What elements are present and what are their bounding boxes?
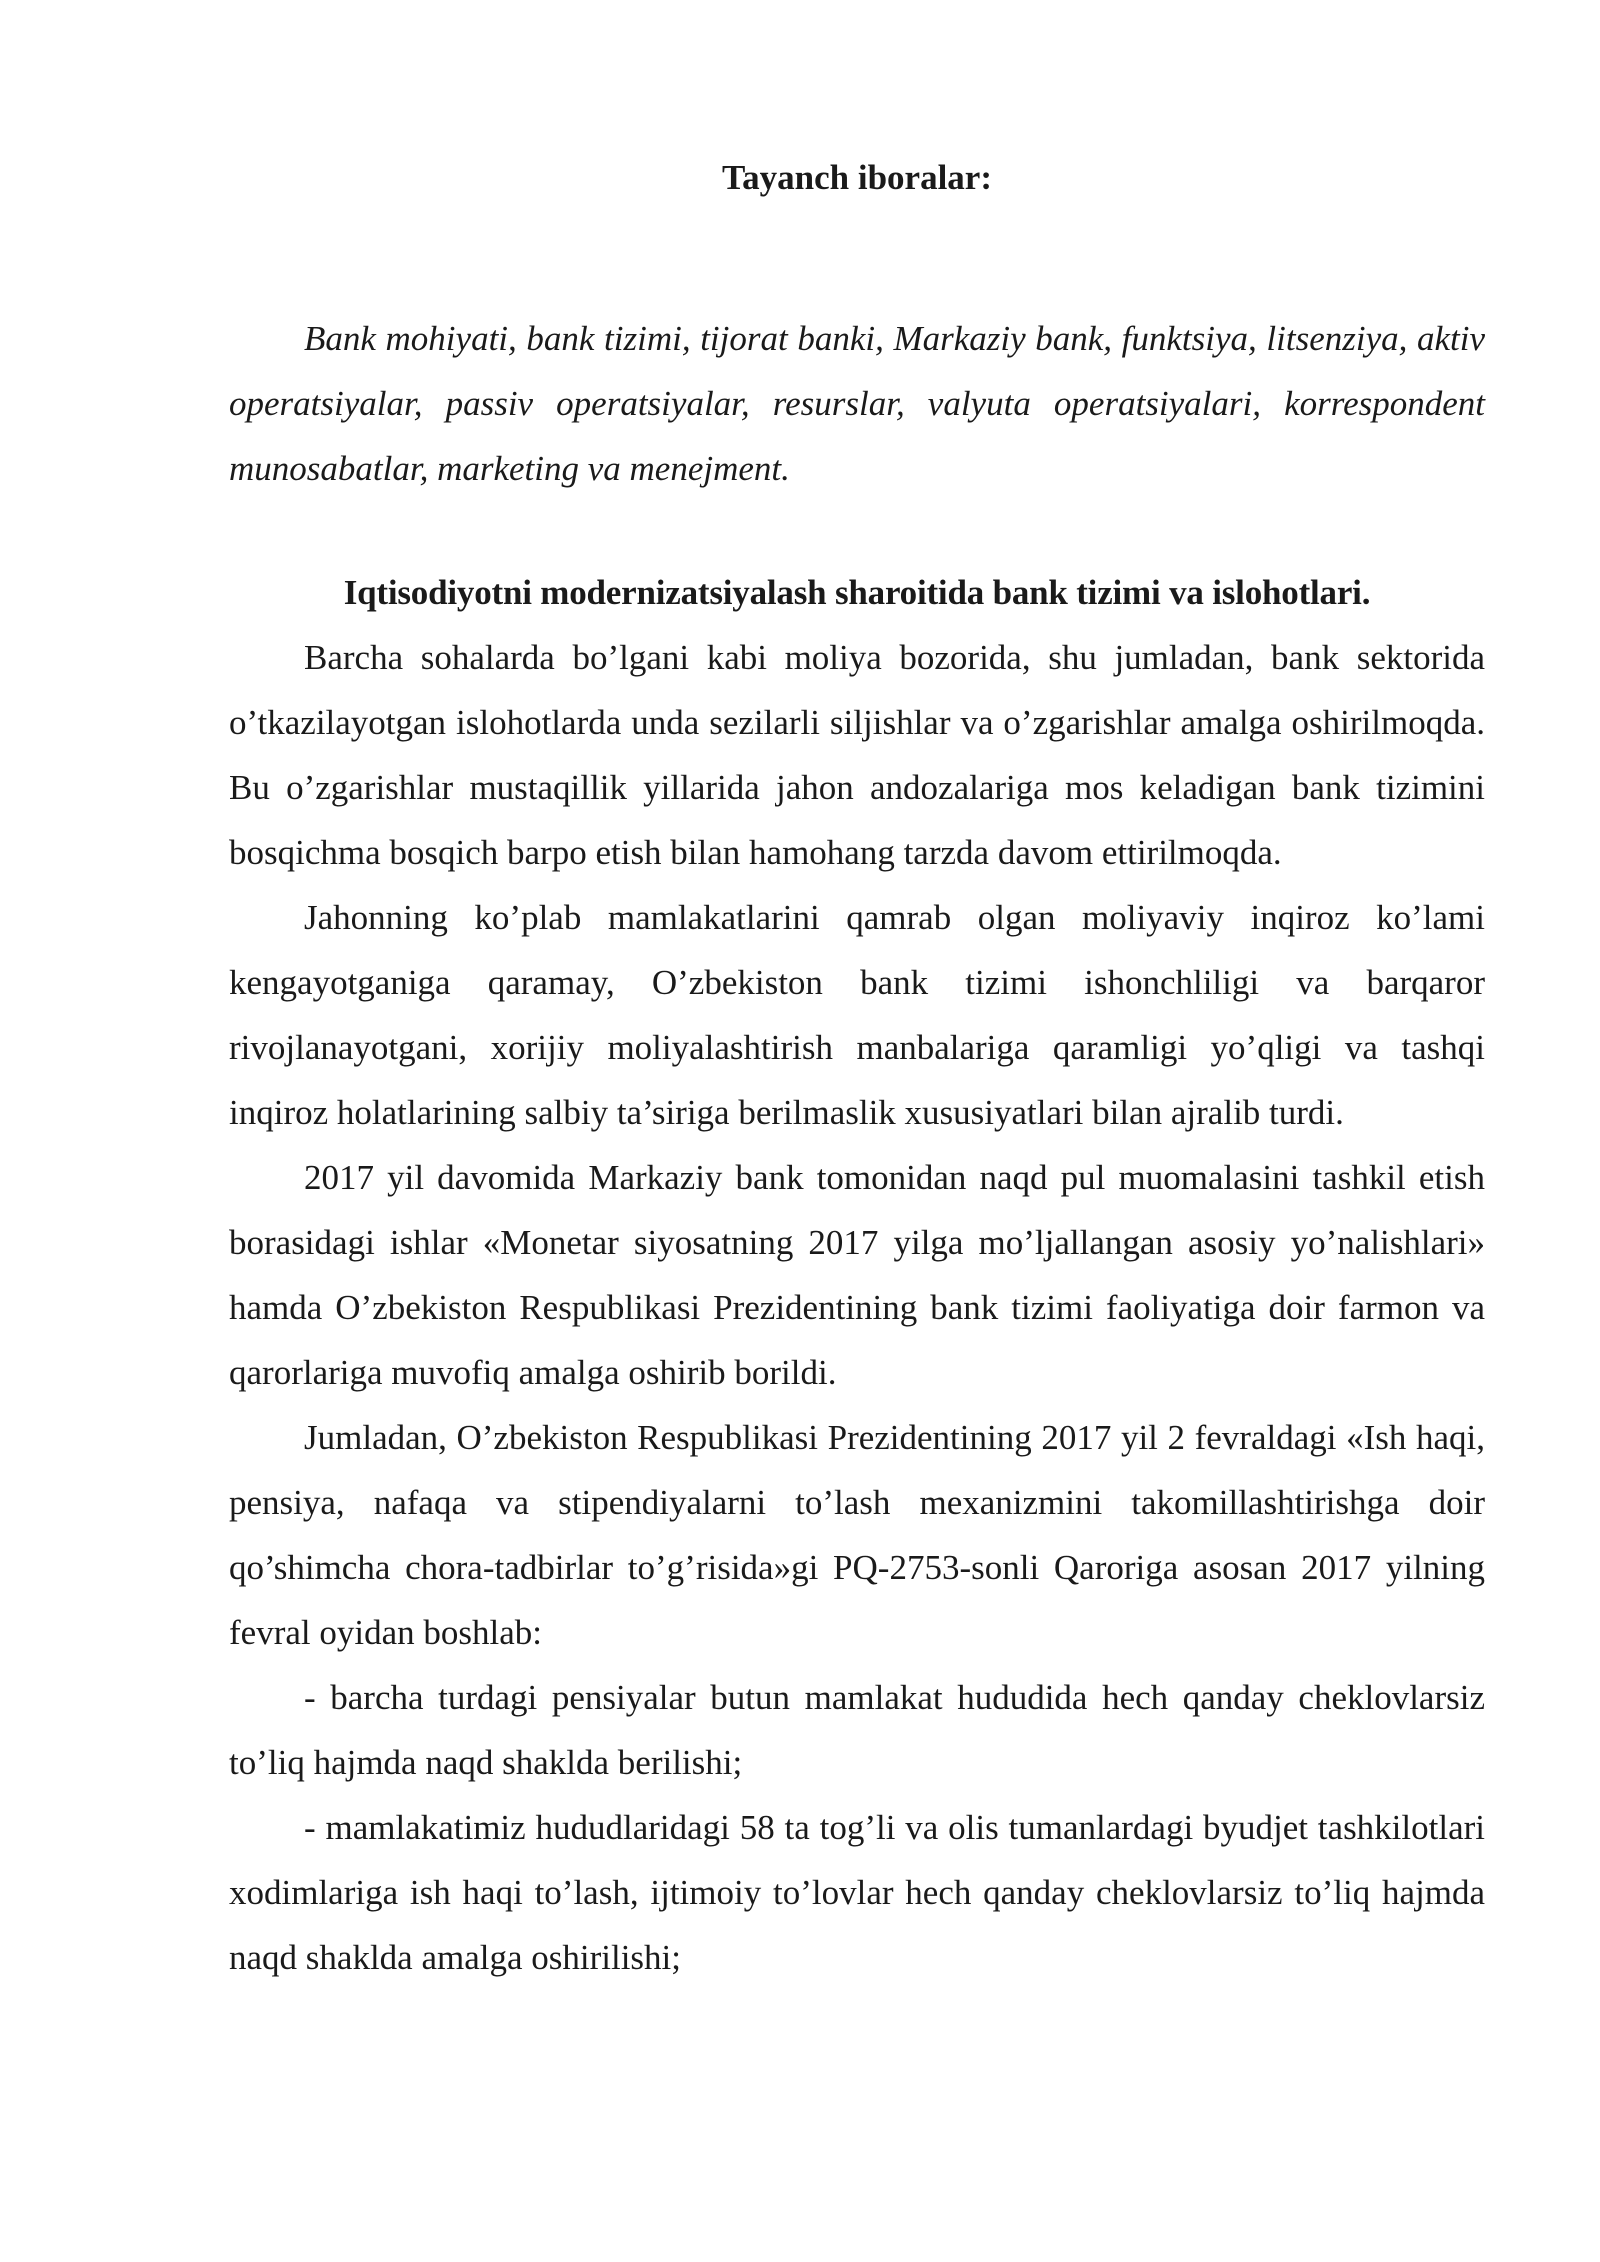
body-paragraph-1: Barcha sohalarda bo’lgani kabi moliya bozorida, shu jumladan, bank sektorida o’tkazilayotgan islohotlarda unda sezilarli siljishlar va o’zgarishlar amalga oshirilmoqda. Bu o’zgarishlar mustaqillik yillarida jahon andozalariga mos keladigan bank tizimini bosqichma bosqich barpo etish bilan hamohang tarzda davom ettirilmoqda. <box>229 638 1485 872</box>
body-paragraph-3: 2017 yil davomida Markaziy bank tomonidan naqd pul muomalasini tashkil etish borasidagi ishlar «Monetar siyosatning 2017 yilga mo’ljallangan asosiy yo’nalishlari» hamda O’zbekiston Respublikasi Prezidentining bank tizimi faoliyatiga doir farmon va qarorlariga muvofiq amalga oshirib borildi. <box>229 1158 1485 1392</box>
list-item-pensions: - barcha turdagi pensiyalar butun mamlakat hududida hech qanday cheklovlarsiz to’liq hajmda naqd shaklda berilishi; <box>229 1678 1485 1782</box>
body-paragraph-4: Jumladan, O’zbekiston Respublikasi Prezidentining 2017 yil 2 fevraldagi «Ish haqi, pensiya, nafaqa va stipendiyalarni to’lash mexanizmini takomillashtirishga doir qo’shimcha chora-tadbirlar to’g’risida»gi PQ-2753-sonli Qaroriga asosan 2017 yilning fevral oyidan boshlab: <box>229 1418 1485 1652</box>
keywords-paragraph: Bank mohiyati, bank tizimi, tijorat banki, Markaziy bank, funktsiya, litsenziya, aktiv operatsiyalar, passiv operatsiyalar, resurslar, valyuta operatsiyalari, korrespondent munosabatlar, marketing va menejment. <box>229 319 1485 488</box>
list-item-salaries: - mamlakatimiz hududlaridagi 58 ta tog’li va olis tumanlardagi byudjet tashkilotlari xodimlariga ish haqi to’lash, ijtimoiy to’lovlar hech qanday cheklovlarsiz to’liq hajmda naqd shaklda amalga oshirilishi; <box>229 1808 1485 1977</box>
page-title: Tayanch iboralar: <box>722 158 992 197</box>
document-page <box>229 0 1485 1990</box>
section-heading: Iqtisodiyotni modernizatsiyalash sharoitida bank tizimi va islohotlari. <box>343 573 1371 612</box>
body-paragraph-2: Jahonning ko’plab mamlakatlarini qamrab olgan moliyaviy inqiroz ko’lami kengayotganiga qaramay, O’zbekiston bank tizimi ishonchliligi va barqaror rivojlanayotgani, xorijiy moliyalashtirish manbalariga qaramligi yo’qligi va tashqi inqiroz holatlarining salbiy ta’siriga berilmaslik xususiyatlari bilan ajralib turdi. <box>229 898 1485 1132</box>
